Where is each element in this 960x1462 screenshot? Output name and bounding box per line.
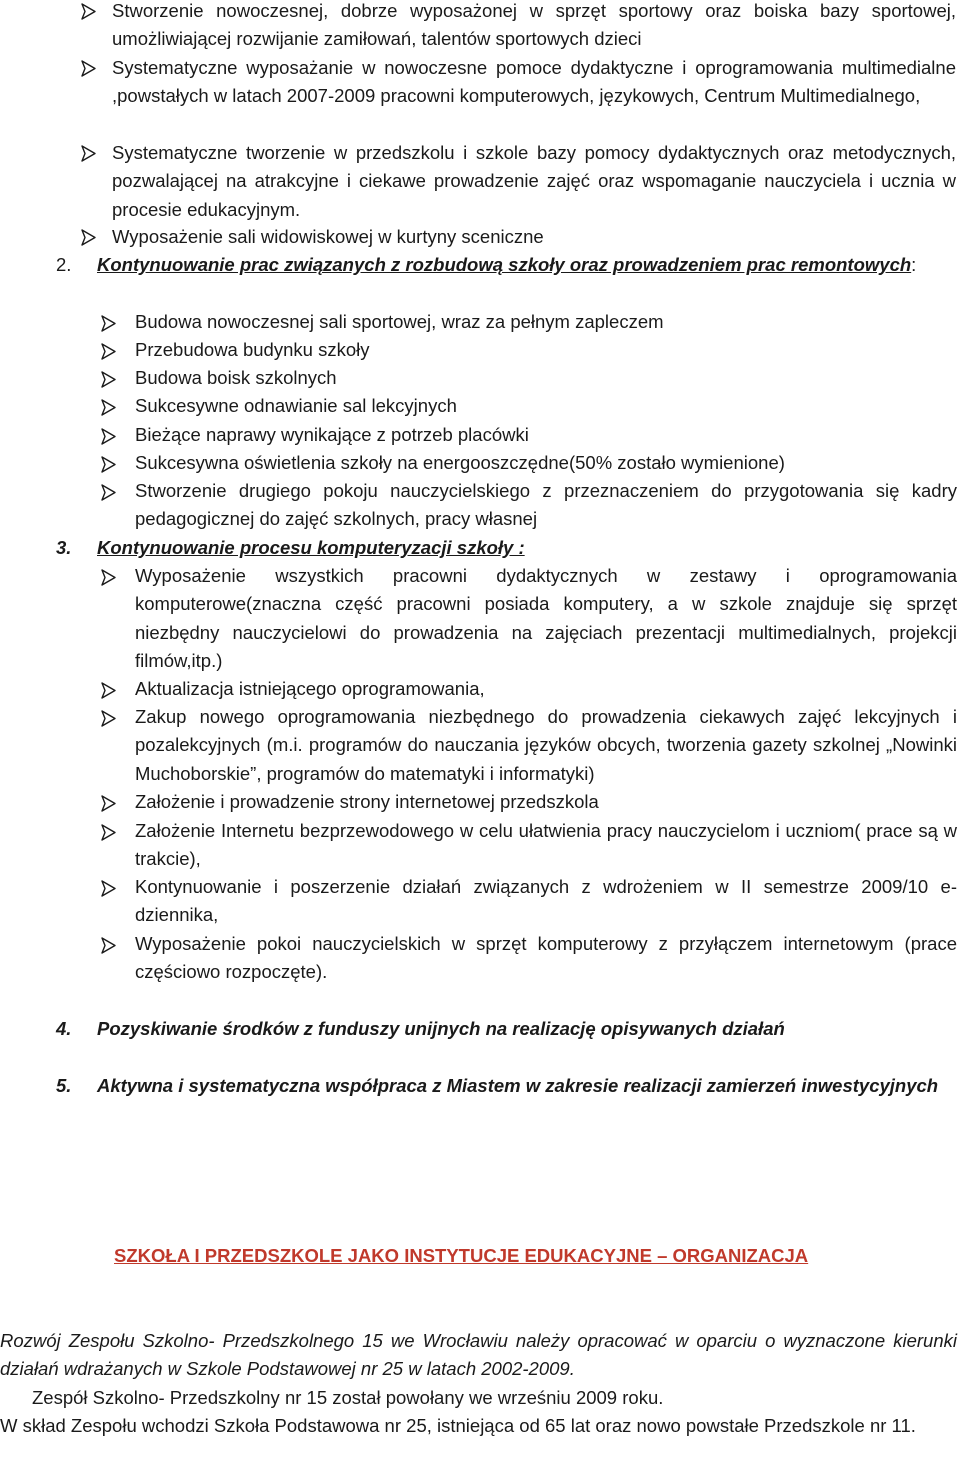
list-item: Wyposażenie pokoi nauczycielskich w sprzęt komputerowy z przyłączem internetowym (prace częściowo rozpoczęte).	[135, 933, 957, 983]
arrowhead-bullet-icon	[80, 145, 97, 162]
list-item: Aktualizacja istniejącego oprogramowania,	[135, 678, 485, 699]
list-item: Przebudowa budynku szkoły	[135, 339, 370, 360]
arrowhead-bullet-icon	[100, 315, 117, 332]
section-number: 2.	[56, 254, 72, 275]
section-heading	[97, 1072, 957, 1100]
list-item: Stworzenie drugiego pokoju nauczycielskiego z przeznaczeniem do przygotowania się kadry pedagogicznej do zajęć szkolnych, pracy własnej	[135, 480, 957, 530]
section-heading	[97, 1015, 957, 1043]
list-item: Zakup nowego oprogramowania niezbędnego do prowadzenia ciekawych zajęć lekcyjnych i pozalekcyjnych (m.i. programów do nauczania języków obcych, tworzenia gazety szkolnej „Nowinki Muchoborskie”, programów do matematyki i informatyki)	[135, 706, 957, 784]
arrowhead-bullet-icon	[100, 484, 117, 501]
list-item: Stworzenie nowoczesnej, dobrze wyposażonej w sprzęt sportowy oraz boiska bazy sportowej, umożliwiającej rozwijanie zamiłowań, talentów sportowych dzieci	[112, 0, 956, 50]
section-number: 5.	[56, 1075, 72, 1096]
section-heading-text: Kontynuowanie procesu komputeryzacji szkoły :	[97, 537, 525, 558]
arrowhead-bullet-icon	[100, 456, 117, 473]
arrowhead-bullet-icon	[100, 428, 117, 445]
arrowhead-bullet-icon	[80, 3, 97, 20]
arrowhead-bullet-icon	[100, 371, 117, 388]
arrowhead-bullet-icon	[100, 880, 117, 897]
list-item: Wyposażenie sali widowiskowej w kurtyny sceniczne	[112, 226, 544, 247]
arrowhead-bullet-icon	[80, 229, 97, 246]
list-item: Budowa boisk szkolnych	[135, 367, 337, 388]
section-heading	[97, 251, 957, 279]
paragraph: Rozwój Zespołu Szkolno- Przedszkolnego 15 we Wrocławiu należy opracować w oparciu o wyznaczone kierunki działań wdrażanych w Szkole Podstawowej nr 25 w latach 2002-2009.	[0, 1330, 957, 1380]
section-heading	[97, 534, 957, 562]
arrowhead-bullet-icon	[100, 824, 117, 841]
chapter-title: SZKOŁA I PRZEDSZKOLE JAKO INSTYTUCJE EDUKACYJNE – ORGANIZACJA	[114, 1245, 809, 1266]
list-item: Sukcesywna oświetlenia szkoły na energooszczędne(50% zostało wymienione)	[135, 452, 785, 473]
section-heading-text: Pozyskiwanie środków z funduszy unijnych na realizację opisywanych działań	[97, 1018, 785, 1039]
list-item: Założenie i prowadzenie strony internetowej przedszkola	[135, 791, 599, 812]
arrowhead-bullet-icon	[100, 399, 117, 416]
list-item: Kontynuowanie i poszerzenie działań związanych z wdrożeniem w II semestrze 2009/10 e- dziennika,	[135, 876, 957, 926]
section-number: 4.	[56, 1018, 72, 1039]
section-heading-text: Kontynuowanie prac związanych z rozbudową szkoły oraz prowadzeniem prac remontowych	[97, 254, 912, 275]
list-item: Systematyczne tworzenie w przedszkolu i szkole bazy pomocy dydaktycznych oraz metodycznych, pozwalającej na atrakcyjne i ciekawe prowadzenie zajęć oraz wspomaganie nauczyciela i ucznia w procesie edukacyjnym.	[112, 142, 956, 220]
list-item: Budowa nowoczesnej sali sportowej, wraz za pełnym zapleczem	[135, 311, 664, 332]
arrowhead-bullet-icon	[100, 937, 117, 954]
list-item: Sukcesywne odnawianie sal lekcyjnych	[135, 395, 457, 416]
arrowhead-bullet-icon	[100, 682, 117, 699]
arrowhead-bullet-icon	[80, 60, 97, 77]
section-heading-colon: :	[911, 254, 917, 275]
list-item: Systematyczne wyposażanie w nowoczesne pomoce dydaktyczne i oprogramowania multimedialne ,powstałych w latach 2007-2009 pracowni komputerowych, językowych, Centrum Multimedialnego,	[112, 57, 956, 107]
paragraph: W skład Zespołu wchodzi Szkoła Podstawowa nr 25, istniejąca od 65 lat oraz nowo powstałe Przedszkole nr 11.	[0, 1415, 916, 1436]
arrowhead-bullet-icon	[100, 710, 117, 727]
arrowhead-bullet-icon	[100, 569, 117, 586]
paragraph: Zespół Szkolno- Przedszkolny nr 15 został powołany we wrześniu 2009 roku.	[32, 1387, 664, 1408]
list-item: Założenie Internetu bezprzewodowego w celu ułatwienia pracy nauczycielom i uczniom( prace są w trakcie),	[135, 820, 957, 870]
arrowhead-bullet-icon	[100, 343, 117, 360]
arrowhead-bullet-icon	[100, 795, 117, 812]
list-item: Wyposażenie wszystkich pracowni dydaktycznych w zestawy i oprogramowania komputerowe(znaczna część pracowni posiada komputery, a w szkole znajduje się sprzęt niezbędny nauczycielowi do prowadzenia na zajęciach prezentacji multimedialnych, projekcji filmów,itp.)	[135, 565, 957, 671]
section-number: 3.	[56, 537, 72, 558]
list-item: Bieżące naprawy wynikające z potrzeb placówki	[135, 424, 529, 445]
section-heading-text: Aktywna i systematyczna współpraca z Miastem w zakresie realizacji zamierzeń inwestycyjnych	[97, 1075, 939, 1096]
